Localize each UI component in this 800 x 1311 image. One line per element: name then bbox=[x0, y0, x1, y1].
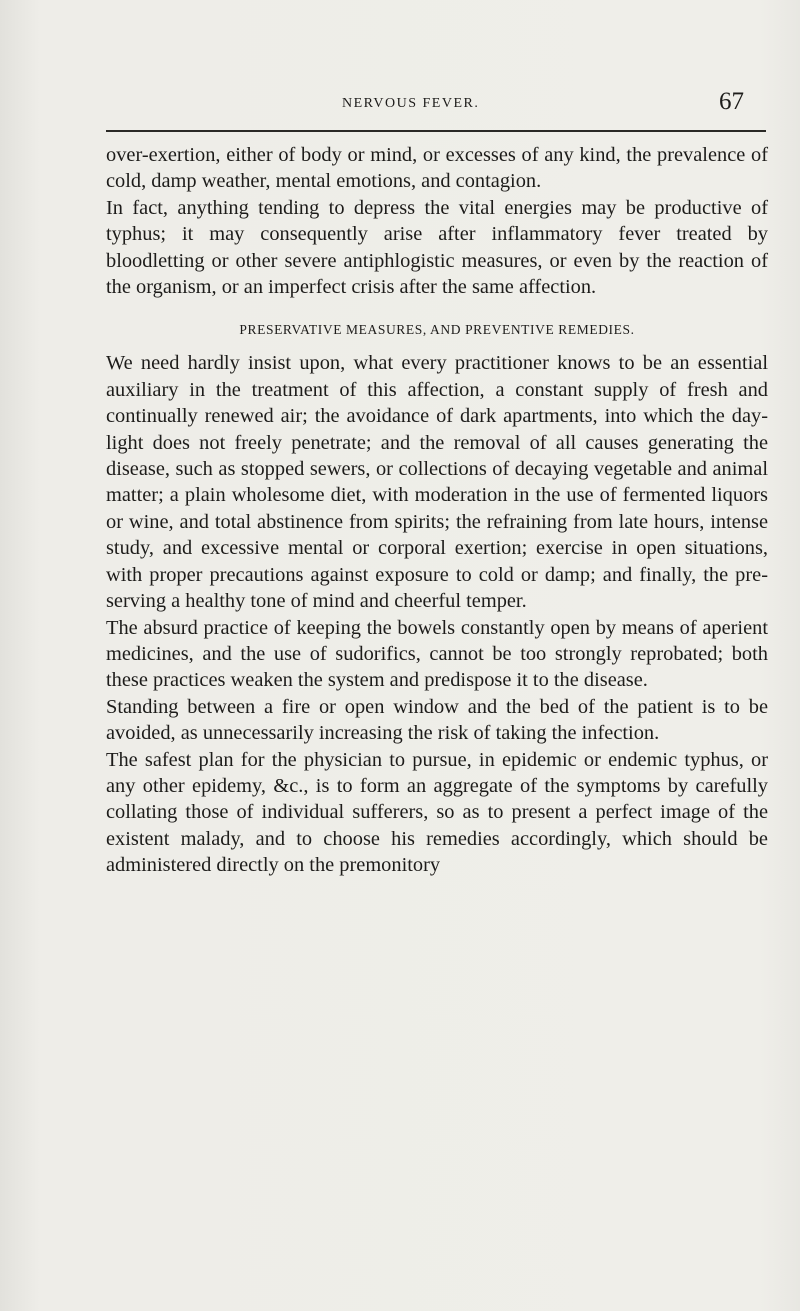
paragraph: The absurd practice of keeping the bowels constantly open by means of aperient medicines, and the use of sudorifics, cannot be too strongly reprobated; both these practices weaken the system and predispose it to the disease. bbox=[106, 616, 768, 692]
page-number: 67 bbox=[719, 88, 744, 115]
paragraph: In fact, anything tending to depress the vital energies may be productive of typhus; it may consequently arise after inflammatory fever treated by bloodletting or other severe antiphlogistic measures, or even by the reaction of the organism, or an imperfect crisis after the same affection. bbox=[106, 196, 768, 299]
paragraph: over-exertion, either of body or mind, or excesses of any kind, the prevalence of cold, damp weather, mental emotions, and contagion. bbox=[106, 144, 768, 193]
page-header bbox=[106, 90, 766, 130]
running-head: NERVOUS FEVER. bbox=[342, 96, 480, 111]
section-heading: PRESERVATIVE MEASURES, AND PREVENTIVE REMEDIES. bbox=[239, 322, 635, 338]
paragraph: We need hardly insist upon, what every practitioner knows to be an essential auxiliary in the treatment of this affection, a constant supply of fresh and continually renewed air; the avoidance of dark apartments, into which the day-light does not freely penetrate; and the removal of all causes generating the disease, such as stopped sewers, or collections of decaying vegetable and animal matter; a plain wholesome diet, with moderation in the use of fermented liquors or wine, and total abstinence from spirits; the refraining from late hours, intense study, and excessive mental or corporal exertion; exercise in open situations, with proper precautions against exposure to cold or damp; and finally, the preserving a healthy tone of mind and cheerful temper. bbox=[106, 352, 768, 613]
header-rule bbox=[106, 130, 766, 132]
paragraph: The safest plan for the physician to pursue, in epidemic or endemic typhus, or any other epidemy, &c., is to form an aggregate of the symptoms by carefully collating those of individual sufferers, so as to present a perfect image of the existent malady, and to choose his remedies accordingly, which should be administered directly on the premonitory bbox=[106, 748, 768, 877]
paragraph: Standing between a fire or open window and the bed of the patient is to be avoided, as unnecessarily increasing the risk of taking the infection. bbox=[106, 695, 768, 745]
body-text bbox=[106, 142, 768, 879]
